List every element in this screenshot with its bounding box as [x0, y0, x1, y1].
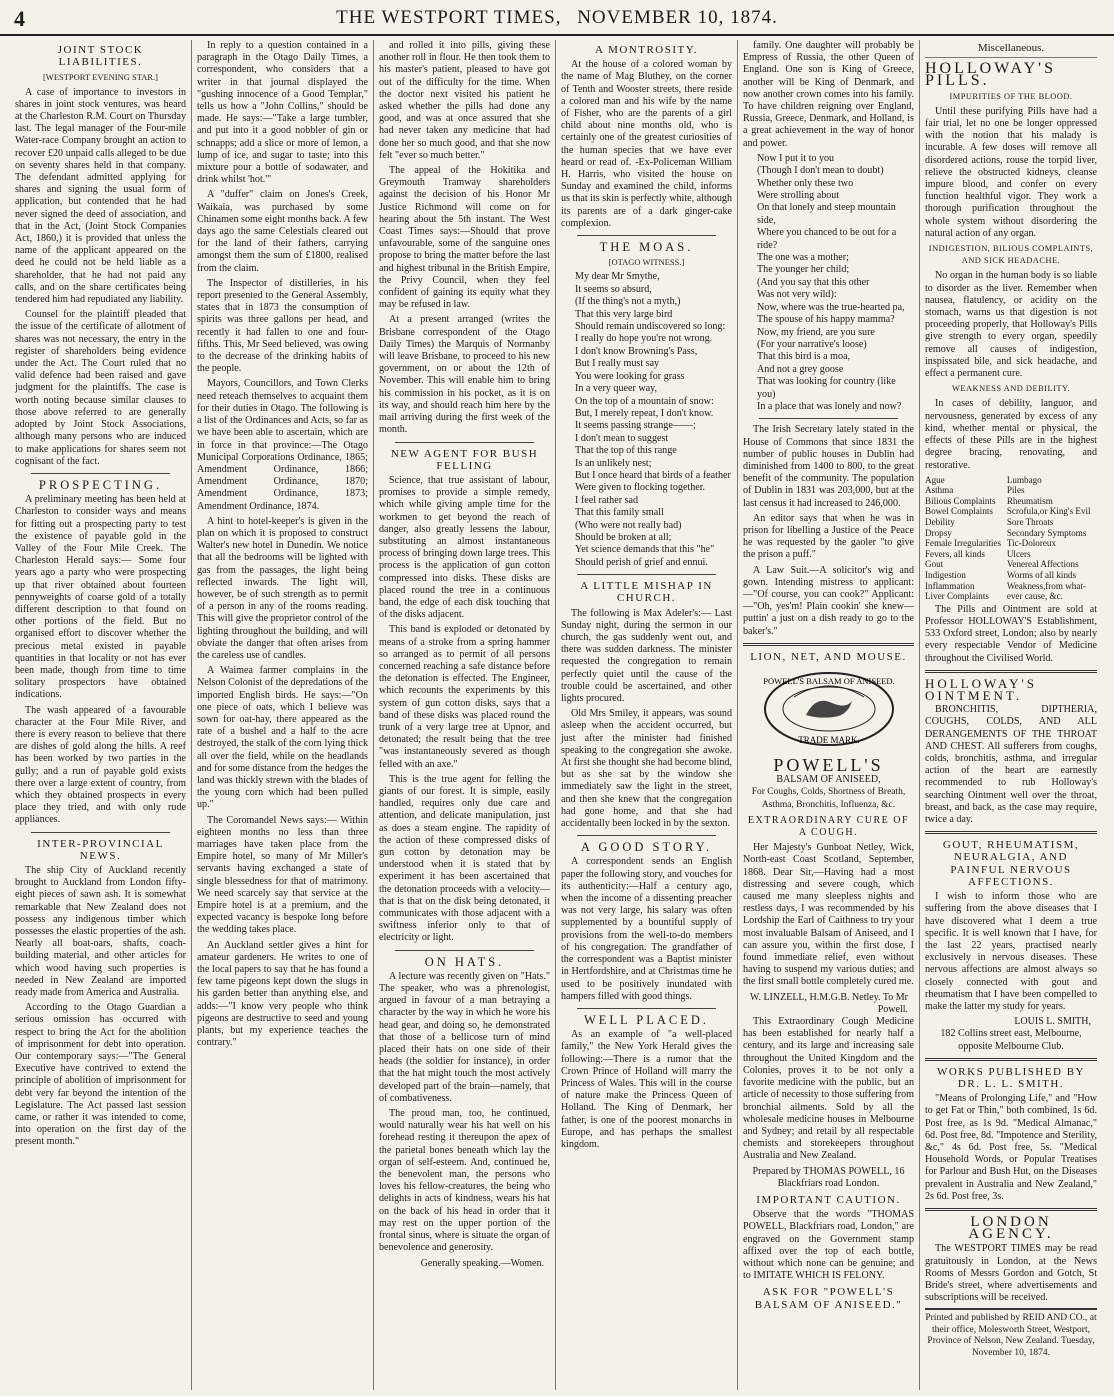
- ailment-cell: Female Irregularities: [925, 538, 1002, 549]
- article-paragraph: This band is exploded or detonated by means of a stroke from a spring hammer so arranged as to permit of all persons concerned reaching a safe distance before the detonation is effected. The Engineer, which recounts the experiments by this system of gun cotton disks, says that a band of these disks was placed round the trunk of a very large tree at Upnor, and detonated; the result being that the tree "was instantaneously severed as though felled with an axe.": [379, 624, 550, 770]
- article-paragraph: A lecture was recently given on "Hats." The speaker, who was a phrenologist, argued in favour of a man betraying a character by the way in which he wore his head gear, and doing so, he demonstrated that those of a bellicose turn of mind placed their hats on one side of their heads (the soldier for instance), in order that the hat might touch the most actively developed part of the brain—namely, that of combativeness.: [379, 970, 550, 1104]
- poem-line: That the top of this range: [575, 445, 677, 457]
- ailment-cell: Ague: [925, 474, 945, 485]
- poem-line: I really do hope you're not wrong.: [575, 333, 713, 345]
- ad-subtitle: BALSAM OF ANISEED,: [776, 774, 881, 786]
- poem-line: (And you say that this other: [757, 276, 870, 288]
- ailment-row: [925, 506, 1097, 517]
- ailment-cell: Sore Throats: [1006, 517, 1054, 528]
- ad-ask-for: ASK FOR "POWELL'S BALSAM OF ANISEED.": [754, 1286, 903, 1311]
- poem-line: Should remain undiscovered so long:: [575, 321, 726, 333]
- article-paragraph: A Waimea farmer complains in the Nelson Colonist of the depredations of the imported English birds. He says:—"On one piece of oats, which I believe was sown for oat-hay, there appeared as the rate of a bushel and a half to the acre destroyed, the stalk of the corn lying thick all over the field, while on the headlands and for some distance from the hedges the land was thickly strewn with the blades of the young corn which had been pulled up.": [197, 665, 369, 811]
- ad-address: 182 Collins street east, Melbourne, opposite Melbourne Club.: [940, 1028, 1082, 1052]
- poem-line: Should perish of grief and ennui.: [575, 556, 708, 568]
- divider: [577, 835, 716, 836]
- ailment-cell: Indigestion: [925, 570, 966, 581]
- poem-line: Now, my friend, are you sure: [757, 326, 875, 338]
- poem-line: But I once heard that birds of a feather: [575, 469, 731, 481]
- ailment-cell: Dropsy: [925, 527, 952, 538]
- ad-heading-lion-net-mouse: LION, NET, AND MOUSE.: [750, 650, 907, 663]
- masthead: [0, 0, 1114, 36]
- ad-paragraph: No organ in the human body is so liable to disorder as the liver. Remember when nausea, flatulency, or acidity on the stomach, warns us that digestion is not proceeding properly, that Holloway's Pills give strength to every organ, speedily remove all causes of indigestion, inspissated bile, and sick headache, and effect a permanent cure.: [925, 270, 1097, 380]
- article-paragraph: family. One daughter will probably be Empress of Russia, the other Queen of England. One son is King of Greece, another will be King of Denmark, and now another crown comes into his family. To have children reigning over England, Russia, Greece, Denmark, and Holland, is a great achievement in the way of honor and power.: [743, 40, 914, 149]
- ailment-cell: Piles: [1006, 485, 1025, 496]
- ailment-cell: Lumbago: [1006, 474, 1042, 485]
- article-paragraph: A "duffer" claim on Jones's Creek, Waikaia, was purchased by some Chinamen some eight months back. A few days ago the same Celestials cleared out for the land of their fathers, carrying amongst them the sum of £1800, realised from the claim.: [197, 189, 368, 274]
- divider: [31, 832, 170, 833]
- poem-line: Where you chanced to be out for a ride?: [757, 227, 897, 251]
- poem-line: The spouse of his happy mamma?: [757, 314, 895, 326]
- ailments-table: [925, 475, 1097, 602]
- ad-subheading: INDIGESTION, BILIOUS COMPLAINTS, AND SICK HEADACHE.: [928, 244, 1094, 266]
- poem-line: Was not very wild):: [757, 289, 837, 301]
- ailment-cell: Worms of all kinds: [1006, 570, 1077, 581]
- poem-line: The younger her child;: [757, 264, 850, 276]
- divider: [395, 442, 534, 443]
- ad-title-london-agency: LONDON AGENCY.: [968, 1213, 1054, 1243]
- article-signoff: Generally speaking.—Women.: [420, 1257, 544, 1269]
- ad-title-holloways-ointment: HOLLOWAY'S OINTMENT.: [925, 675, 1038, 704]
- headline-on-hats: ON HATS.: [424, 954, 505, 969]
- headline-well-placed: WELL PLACED.: [583, 1012, 710, 1027]
- ailment-cell: Asthma: [925, 485, 954, 496]
- seal-trade-mark: TRADE MARK.: [797, 735, 860, 746]
- newspaper-title: [0, 7, 1114, 29]
- poem-line: My dear Mr Smythe,: [575, 271, 660, 283]
- printer-imprint: Printed and published by REID AND CO., at their office, Molesworth Street, Westport, Province of Nelson, New Zealand. Tuesday, November 10, 1874.: [925, 1308, 1097, 1359]
- article-paragraph: The Irish Secretary lately stated in the House of Commons that since 1831 the number of public houses in Dublin had diminished from 1400 to 800, to the great benefit of the community. The population of Dublin in 1831 was 203,000, but at the last census it had increased to 246,000.: [743, 424, 914, 509]
- ad-paragraph: The Pills and Ointment are sold at Professor HOLLOWAY'S Establishment, 533 Oxford street, London; also by nearly every respectable Vendor of Medicine throughout the Civilised World.: [925, 603, 1097, 664]
- ailment-cell: Secondary Symptoms: [1006, 527, 1087, 538]
- poem-line: Is an unlikely nest;: [575, 457, 652, 469]
- ad-paragraph: BRONCHITIS, DIPTHERIA, COUGHS, COLDS, AND ALL DERANGEMENTS OF THE THROAT AND CHEST. All sufferers from coughs, colds, bronchitis, asthma, and irregular action of the heart are earnestly recommended to rub Holloway's searching Ointment well over the throat, breast, and back, as the case may require, twice a day.: [925, 704, 1097, 826]
- poem-line: I feel rather sad: [575, 494, 639, 506]
- poem-line: You were looking for grass: [575, 370, 685, 382]
- ad-title-works-published: WORKS PUBLISHED BY DR. L. L. SMITH.: [936, 1065, 1085, 1090]
- poem-line: In a very queer way,: [575, 383, 658, 395]
- divider: [577, 1008, 716, 1009]
- ad-caution-heading: IMPORTANT CAUTION.: [756, 1193, 901, 1206]
- article-paragraph: This is the true agent for felling the giants of our forest. It is simple, easily handled, requires only due care and attention, and delicate manipulation, just as does a steam engine. The rapidity of the action of these compressed disks of gun cotton by detonation may be understood when it is stated that by experiment it has been ascertained that the detonation proceeds with a velocity—that is that on the disk being detonated, it communicates with those adjacent with a swiftness inferior only to that of electricity or light.: [379, 773, 550, 944]
- poem-line: But, I merely repeat, I don't know.: [575, 407, 714, 419]
- ailment-cell: Scrofula,or King's Evil: [1006, 506, 1091, 517]
- ad-subheading: WEAKNESS AND DEBILITY.: [951, 384, 1071, 394]
- article-paragraph: Mayors, Councillors, and Town Clerks need reteach themselves to acquaint them for their duties in Otago. The following is a list of the Ordinances and Acts, so far as we have been able to ascertain, which are in force in that province:—The Otago Municipal Corporations Ordinance, 1865; Amendment Ordinance, 1866; Amendment Ordinance, 1870; Amendment Ordinance, 1873; Amendment Ordinance, 1874.: [197, 378, 368, 512]
- ad-paragraph: The WESTPORT TIMES may be read gratuitously in London, at the News Rooms of Messrs Gordon and Gotch, St Bride's street, where advertisements and subscriptions will be received.: [925, 1243, 1097, 1304]
- ailment-cell: Debility: [925, 517, 955, 528]
- poem-line: I don't mean to suggest: [575, 432, 669, 444]
- poem-line: Were given to flocking together.: [575, 482, 706, 494]
- divider: [925, 831, 1097, 834]
- headline-good-story: A GOOD STORY.: [580, 840, 713, 855]
- article-paragraph: At a present arranged (writes the Brisbane correspondent of the Otago Daily Times) the Marquis of Normanby will leave Brisbane, to proceed to his new government, on or about the 12th of November. This will enable him to bring his commission in his pocket, as it is on its way, and should reach him here by the mail arriving during the first week of the month.: [379, 314, 550, 436]
- divider: [759, 418, 898, 419]
- article-paragraph: A Law Suit.—A solicitor's wig and gown. Intending mistress to applicant:—"Of course, you can cook?" Applicant:—"Oh, yes'm! Plain cookin' she knew—puttin' a just on a dish ready to go to the baker's.": [743, 564, 914, 637]
- article-paragraph: A preliminary meeting has been held at Charleston to consider ways and means for fitting out a prospecting party to test the existence of payable gold in the Valley of the Four Mile Creek. The Charleston Herald says:— Some four years ago a party who were prospecting up that river obtained about fourteen pennyweights of coarse gold of a totally different description to that found on other portions of the field. But no organised effort to discover whether the precious metal existed in payable quantities in that locality or not has ever been made, though from time to time solitary prospectors have obtained indications.: [15, 494, 186, 701]
- poem-line: (For your narrative's loose): [757, 338, 867, 350]
- ailment-cell: Tic-Doloreux: [1006, 538, 1057, 549]
- section-miscellaneous: Miscellaneous.: [925, 42, 1097, 58]
- article-paragraph: The Inspector of distilleries, in his report presented to the General Assembly, states that in 1873 the consumption of spirits was three gallons per head, and recently it had fallen to one and four-fifths. This, Mr Seed believed, was owing to the decrease of the drinking habits of the people.: [197, 277, 368, 375]
- ad-paragraph: Her Majesty's Gunboat Netley, Wick, North-east Coast Scotland, September, 1868. Dear Sir,—Having had a most distressing and severe cough, which caused me many sleepless nights and restless days, I was recommended by his Lordship the Earl of Caithness to try your most invaluable Balsam of Aniseed, and I can assure you, within the first dose, I found immediate relief, even without having to suspend my various duties; and the first small bottle completely cured me.: [743, 842, 914, 988]
- poem-line: That this bird is a moa,: [757, 351, 851, 363]
- poem-line: That this family small: [575, 507, 664, 519]
- poem-line: On the top of a mountain of snow:: [575, 395, 714, 407]
- article-paragraph: As an example of "a well-placed family," the New York Herald gives the following:—There is a rumor that the Crown Prince of Holland will marry the Princess of Wales. This will in the course of nature make the Princess Queen of Holland. The King of Denmark, her father, is one of the poorest monarchs in Europe, and has perhaps the smallest kingdom.: [561, 1029, 732, 1150]
- article-paragraph: In reply to a question contained in a paragraph in the Otago Daily Times, a correspondent, who considers that a writer in that journal displayed the "gushing innocence of a Good Templar," tells us how a "John Collins," should be made. He says:—"Take a large tumbler, and put into it a good nobbler of gin or schnapps; add a slice or more of lemon, a lump of ice, and sugar to taste; into this mixture pour a bottle of sodawater, and drink whilst 'hot.'": [197, 40, 368, 186]
- poem-line: Were strolling about: [757, 190, 840, 202]
- column-1: [10, 40, 192, 1390]
- poem-line: It seems so absurd,: [575, 283, 652, 295]
- column-2: [192, 40, 374, 1390]
- poem-line: Whether only these two: [757, 177, 854, 189]
- ailment-cell: Venereal Affections: [1006, 559, 1079, 570]
- poem-line: In a place that was lonely and now?: [757, 400, 902, 412]
- article-paragraph: The following is Max Adeler's:— Last Sunday night, during the sermon in our church, the gas suddenly went out, and there was sudden darkness. The minister requested the congregation to remain perfectly quiet until the cause of the trouble could be ascertained, and other lights procured.: [561, 607, 732, 705]
- balsam-trade-mark-seal-icon: [754, 667, 904, 755]
- ailment-row: [925, 517, 1097, 528]
- poem-line: I don't know Browning's Pass,: [575, 345, 698, 357]
- headline-joint-stock: JOINT STOCK LIABILITIES.: [57, 44, 144, 69]
- ad-paragraph: This Extraordinary Cough Medicine has been established for nearly half a century, and its large and increasing sale throughout the United Kingdom and the Colonies, proves it to be not only a favorite medicine with the public, but an article of necessity to those suffering from bronchial ailments. Sold by all the wholesale medicine houses in Melbourne and Sydney; and retail by all respectable chemists and storekeepers throughout Australia and New Zealand.: [743, 1016, 914, 1162]
- article-paragraph: The proud man, too, he continued, would naturally wear his hat well on his forehead resting it thereupon the apex of the parietal bones beneath which lay the organ of self-esteem. And, continued he, the benevolent man, the persons who loves his fellow-creatures, the being who delights in acts of kindness, wears his hat on the back of his head in order that it may rest on the upper portion of the frontal sinus, where is situate the organ of benevolence and generosity.: [379, 1108, 550, 1254]
- poem-line: (Though I don't mean to doubt): [757, 165, 884, 177]
- ailment-row: [925, 538, 1097, 549]
- divider: [925, 1058, 1097, 1061]
- article-paragraph: Old Mrs Smiley, it appears, was sound asleep when the accident occurred, but just after the minister had finished speaking to the congregation she awoke. At first she thought she had become blind, but as she sat by the window she immediately saw the light in the street, and then she knew that the congregation had gone home, and that she had accidentally been locked in by the sexton.: [561, 708, 733, 830]
- article-paragraph: The wash appeared of a favourable character at the Four Mile River, and there is every reason to believe that there are dishes of gold along the hills. A reef has been worked by two parties in the gully; and a run of payable gold exists there over a large extent of country, from which they obtained prospects in every place they tried, and with only rude appliances.: [15, 704, 186, 826]
- ailment-row: [925, 559, 1097, 570]
- ad-title-holloways-pills: HOLLOWAY'S PILLS.: [925, 60, 1056, 90]
- ailment-cell: Bilious Complaints: [925, 495, 996, 506]
- article-paragraph: The Coromandel News says:— Within eighteen months no less than three marriages have taken place from the Empire hotel, so many of Mr Miller's servants having exchanged a state of single blessedness for that of matrimony. We need scarcely say that service at the Empire hotel is at a premium, and the expected vacancy is bespoke long before the wedding takes place.: [197, 814, 368, 936]
- newspaper-name: THE WESTPORT TIMES,: [336, 7, 562, 28]
- ailment-cell: Weakness,from what-: [1006, 580, 1086, 591]
- ad-heading-cure: EXTRAORDINARY CURE OF A COUGH.: [747, 814, 910, 839]
- poem-moas-continued: [743, 153, 914, 414]
- poem-line: That was looking for country (like you): [757, 376, 896, 400]
- article-paragraph: An editor says that when he was in prison for libelling a Justice of the Peace he was requested by the gaoler "to give the prison a puff.": [743, 512, 914, 561]
- divider: [577, 235, 716, 236]
- ailment-cell: Rheumatism: [1006, 495, 1053, 506]
- poem-moas: [561, 271, 732, 569]
- article-paragraph: A hint to hotel-keeper's is given in the plan on which it is proposed to construct Walter's new hotel in Dunedin. We notice that all the bedrooms will be lighted with gas from the passages, the light being reflected inwards. The light will, however, be of such strength as to permit of a person in any of the rooms reading. This will give the proprietor control of the lighting throughout the building, and will obviate the danger that often arises from the careless use of candles.: [197, 515, 368, 661]
- ailment-row: [925, 581, 1097, 592]
- ad-paragraph: "Means of Prolonging Life," and "How to get Fat or Thin," both combined, 1s 6d. Post free, as 1s 9d. "Medical Almanac," 6d. Post free, 8d. "Impotence and Sterility, &c," 4s 6d. Post free, 5s. "Medical Household Words, or Popular Treatises for Parlour and Bush Hut, on the Diseases prevalent in Australia and New Zealand," 2s 6d. Post free, 3s.: [925, 1093, 1097, 1202]
- ad-for-line: For Coughs, Colds, Shortness of Breath, Asthma, Bronchitis, Influenza, &c.: [751, 787, 906, 810]
- ailment-row: [925, 528, 1097, 539]
- headline-montrosity: A MONTROSITY.: [594, 44, 699, 56]
- headline-prospecting: PROSPECTING.: [38, 477, 163, 492]
- column-5: [738, 40, 920, 1390]
- ailment-cell: Bowel Complaints: [925, 506, 993, 517]
- article-paragraph: Science, that true assistant of labour, promises to provide a simple remedy, which while giving ample time for the workmen to get beyond the reach of danger, also greatly lessens the labour, substituting an almost instantaneous process of bringing down large trees. This process is the application of gun cotton compressed into disks. These disks are placed round the tree in a continuous band, the edge of each disk touching that of the disks adjacent.: [379, 474, 550, 621]
- ailment-cell: Liver Complaints: [925, 591, 989, 602]
- poem-line: The one was a mother;: [757, 252, 849, 264]
- divider: [577, 574, 716, 575]
- ad-paragraph: Observe that the words "THOMAS POWELL, Blackfriars road, London," are engraved on the Government stamp affixed over the top of each bottle, without which none can be genuine; and to IMITATE WHICH IS FELONY.: [743, 1209, 914, 1282]
- page-number: 4: [14, 6, 25, 31]
- ailment-cell: Fevers, all kinds: [925, 548, 985, 559]
- poem-line: Should be broken at all;: [575, 531, 672, 543]
- headline-inter-provincial: INTER-PROVINCIAL NEWS.: [37, 837, 164, 862]
- poem-line: Yet science demands that this "he": [575, 544, 715, 556]
- article-paragraph: At the house of a colored woman by the name of Mag Bluthey, on the corner of Tenth and Wooster streets, there reside a colored man and his wife by the name of Fisher, who are the parents of a girl child about nine months old, who is certainly one of the greatest curiosities of the human species that we have ever heard or read of. -Ex-Policeman William H. Harris, who visited the house on Sunday and examined the child, informs us that its skin is perfectly white, although its parents are of a dark ginger-cake complexion.: [561, 59, 733, 229]
- ailment-row: [925, 485, 1097, 496]
- ailment-cell: Inflammation: [925, 580, 975, 591]
- ailment-row: [925, 475, 1097, 486]
- issue-date: NOVEMBER 10, 1874.: [577, 7, 778, 28]
- divider: [395, 950, 534, 951]
- headline-bush-felling: NEW AGENT FOR BUSH FELLING: [390, 447, 539, 472]
- poem-line: And not a grey goose: [757, 363, 844, 375]
- article-paragraph: According to the Otago Guardian a serious omission has occurred with respect to bring the Act for the abolition of imprisonment for debt into operation. Our contemporary says:—"The General Executive have contrived to extend the principle of abolition of imprisonment for debt very far beyond the intention of the Legislature. The Act passed last session came, or rather it was intended to come, into operation on the first day of the present month.": [15, 1002, 186, 1148]
- ad-signature: W. LINZELL, H.M.G.B. Netley. To Mr Powell.: [749, 991, 908, 1015]
- poem-line: Now, where was the true-hearted pa,: [757, 301, 905, 313]
- column-6: [920, 40, 1102, 1390]
- divider: [743, 643, 914, 646]
- ad-paragraph: Until these purifying Pills have had a fair trial, let no one be longer oppressed with the notion that his malady is incurable. A few doses will remove all disordered actions, rouse the torpid liver, relieve the obstructed kidneys, cleanse impure blood, and confer on every function healthful vigor. They work a thorough purification throughout the whole system without disordering the natural action of any organ.: [925, 105, 1097, 239]
- divider: [925, 1208, 1097, 1211]
- article-paragraph: and rolled it into pills, giving these another roll in flour. He then took them to his master's patient, pleased to have got out of the difficulty for the time. When the doctor next visited his patient he asked whether the pills had done any good, and was at once assured that she had never taken any medicine that had done her so much good, and that she now felt "ever so much better.": [379, 40, 550, 161]
- ad-preparer: Prepared by THOMAS POWELL, 16 Blackfriars road London.: [752, 1165, 905, 1189]
- ailment-row: [925, 549, 1097, 560]
- ad-subheading: IMPURITIES OF THE BLOOD.: [949, 91, 1073, 101]
- ailment-cell: Gout: [925, 559, 944, 570]
- seal-text: POWELL'S BALSAM OF ANISEED.: [762, 676, 895, 687]
- article-paragraph: The ship City of Auckland recently brought to Auckland from London fifty-eight pieces of sawn ash. It is somewhat remarkable that New Zealand does not possess any indigenous timber which possesses the elastic properties of the ash. Nearly all boat-oars, shafts, coach-building material, and other articles for which wood having such properties is needed in New Zealand are imported ready made from America and Australia.: [15, 865, 186, 999]
- article-paragraph: An Auckland settler gives a hint for amateur gardeners. He writes to one of the local papers to say that he has found a few tame pigeons kept down the slugs in his garden better than anything else, and adds:—"I know very people who think pigeons are destructive to seed and young plants, but my experience teaches the contrary.": [197, 939, 368, 1049]
- ad-title-powells: POWELL'S: [773, 755, 884, 776]
- ad-paragraph: In cases of debility, languor, and nervousness, generated by excess of any kind, whether mental or physical, the effects of these Pills are in the highest degree bracing, renovating, and restorative.: [925, 398, 1097, 471]
- columns: [10, 40, 1104, 1390]
- divider: [925, 670, 1097, 673]
- ailment-row: [925, 570, 1097, 581]
- ad-paragraph: I wish to inform those who are suffering from the above diseases that I have discovered what I deem a true specific. It is well known that I have, for the last 22 years, practised nearly exclusively in nervous diseases. These nervous affections are almost always so closely connected with gout and rheumatism that I have been compelled to make the latter my study for years.: [925, 891, 1097, 1012]
- ailment-cell: Ulcers: [1006, 548, 1031, 559]
- article-paragraph: The appeal of the Hokitika and Greymouth Tramway shareholders against the decision of his Honor Mr Justice Richmond will come on for hearing about the 5th instant. The West Coast Times says:—Should that prove unfavourable, some of the sanguine ones propose to bring the matter before the last and highest tribunal in the British Empire, the Privy Council, when they feel confident of gaining its equity what they may be refused in law.: [379, 165, 550, 311]
- poem-line: Now I put it to you: [757, 152, 835, 164]
- article-paragraph: A correspondent sends an English paper the following story, and vouches for its authenticity:—Half a century ago, when the income of a dissenting preacher was not very large, his salary was often supplemented by a bountiful supply of provisions from the well-to-do members of his congregation. The grandfather of the correspondent was a Baptist minister in Hertfordshire, and at Christmas time he used to be positively inundated with hampers filled with good things.: [561, 856, 732, 1002]
- poem-line: (If the thing's not a myth,): [575, 296, 681, 308]
- article-paragraph: Counsel for the plaintiff pleaded that the issue of the certificate of allotment of shares was not necessary, the entry in the register of shareholders being evidence under the Act. The Court ruled that no valid defence had been raised and gave judgment for the plaintiffs. The case is worth noting because similar clauses to those above referred to are generally adopted by Joint Stock Associations, although many persons who are induced to make applications for shares seem not cognisant of the fact.: [15, 309, 186, 467]
- divider: [31, 473, 170, 474]
- column-3: [374, 40, 556, 1390]
- poem-line: That this very large bird: [575, 308, 673, 320]
- headline-moas: THE MOAS.: [599, 240, 694, 255]
- ailment-cell: ever cause, &c.: [1006, 591, 1063, 602]
- poem-line: But I really must say: [575, 358, 660, 370]
- ad-signature: LOUIS L. SMITH,: [1014, 1016, 1091, 1028]
- source-westport-star: [WESTPORT EVENING STAR.]: [42, 72, 159, 83]
- poem-line: On that lonely and steep mountain side,: [757, 202, 896, 226]
- poem-line: (Who were not really bad): [575, 519, 682, 531]
- ailment-row: [925, 496, 1097, 507]
- article-paragraph: A case of importance to investors in shares in joint stock ventures, was heard at the Charleston R.M. Court on Thursday last. The legal manager of the Four-mile Water-race Company brought an action to recover £20 unpaid calls alleged to be due on seventy shares held in that company. The defendant admitted applying for shares and signing the usual form of application, but contended that he had never signed the deed of association, and that in the Act, (Joint Stock Companies Act, 1860,) it is provided that unless the name of the applicant appeared on the deed he could not be held liable as a shareholder, that he had not paid any calls, and on the share certificates being tendered him had repudiated any liability.: [15, 86, 186, 306]
- ailment-row: [925, 591, 1097, 602]
- source-otago-witness: [OTAGO WITNESS.]: [608, 257, 685, 268]
- poem-line: It seems passing strange——;: [575, 420, 696, 432]
- column-4: [556, 40, 738, 1390]
- headline-mishap-church: A LITTLE MISHAP IN CHURCH.: [580, 580, 713, 605]
- ad-title-gout: GOUT, RHEUMATISM, NEURALGIA, AND PAINFUL NERVOUS AFFECTIONS.: [942, 839, 1080, 888]
